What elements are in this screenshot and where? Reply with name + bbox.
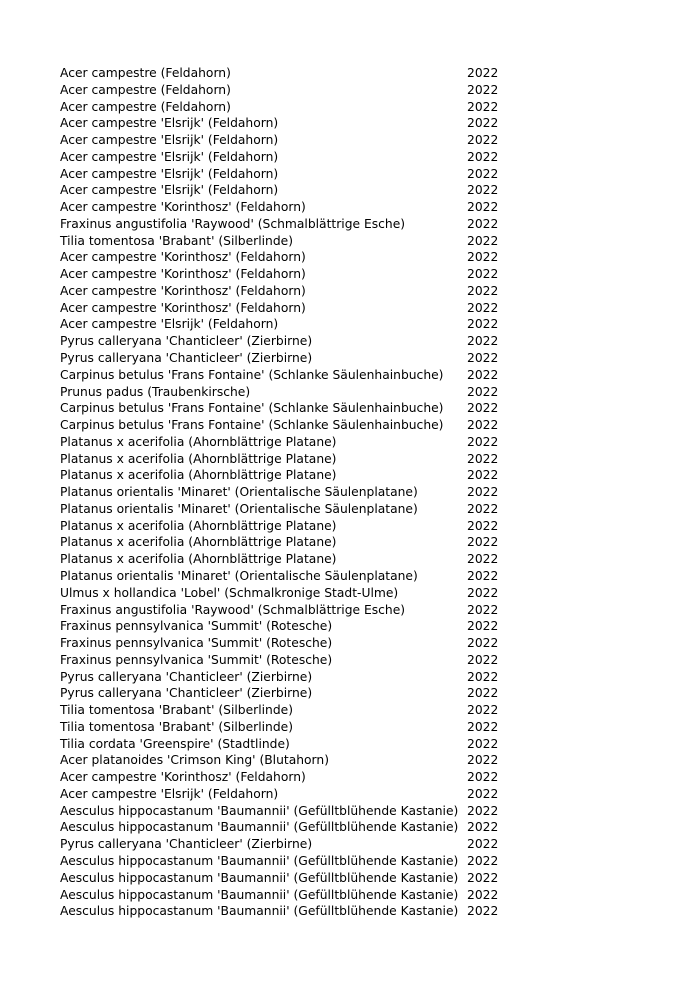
year: 2022 xyxy=(467,233,499,248)
year: 2022 xyxy=(467,300,499,315)
tree-name: Tilia tomentosa 'Brabant' (Silberlinde) xyxy=(60,703,294,718)
list-item xyxy=(60,853,520,870)
tree-name: Tilia tomentosa 'Brabant' (Silberlinde) xyxy=(60,719,294,734)
tree-name: Acer platanoides 'Crimson King' (Blutahorn) xyxy=(60,753,329,768)
list-item xyxy=(60,786,520,803)
year: 2022 xyxy=(467,133,499,148)
year: 2022 xyxy=(467,267,499,282)
year: 2022 xyxy=(467,853,499,868)
year: 2022 xyxy=(467,686,499,701)
list-item xyxy=(60,484,520,501)
tree-name: Carpinus betulus 'Frans Fontaine' (Schlanke Säulenhainbuche) xyxy=(60,401,444,416)
year: 2022 xyxy=(467,552,499,567)
list-item xyxy=(60,501,520,518)
list-item xyxy=(60,266,520,283)
year: 2022 xyxy=(467,468,499,483)
year: 2022 xyxy=(467,636,499,651)
list-item xyxy=(60,870,520,887)
list-item xyxy=(60,384,520,401)
year: 2022 xyxy=(467,99,499,114)
list-item xyxy=(60,534,520,551)
list-item xyxy=(60,300,520,317)
tree-name: Acer campestre 'Korinthosz' (Feldahorn) xyxy=(60,770,306,785)
list-item xyxy=(60,367,520,384)
tree-name: Acer campestre 'Korinthosz' (Feldahorn) xyxy=(60,250,306,265)
tree-name: Acer campestre (Feldahorn) xyxy=(60,99,231,114)
list-item xyxy=(60,769,520,786)
list-item xyxy=(60,887,520,904)
list-item xyxy=(60,903,520,920)
year: 2022 xyxy=(467,904,499,919)
list-item xyxy=(60,752,520,769)
list-item xyxy=(60,602,520,619)
year: 2022 xyxy=(467,401,499,416)
list-item xyxy=(60,417,520,434)
tree-name: Aesculus hippocastanum 'Baumannii' (Gefülltblühende Kastanie) xyxy=(60,803,459,818)
tree-name: Aesculus hippocastanum 'Baumannii' (Gefülltblühende Kastanie) xyxy=(60,853,459,868)
list-item xyxy=(60,736,520,753)
tree-name: Acer campestre 'Elsrijk' (Feldahorn) xyxy=(60,116,279,131)
list-item xyxy=(60,568,520,585)
tree-name: Platanus orientalis 'Minaret' (Orientalische Säulenplatane) xyxy=(60,501,418,516)
list-item xyxy=(60,836,520,853)
year: 2022 xyxy=(467,837,499,852)
list-item xyxy=(60,333,520,350)
year: 2022 xyxy=(467,351,499,366)
tree-name: Tilia cordata 'Greenspire' (Stadtlinde) xyxy=(60,736,290,751)
year: 2022 xyxy=(467,283,499,298)
tree-name: Tilia tomentosa 'Brabant' (Silberlinde) xyxy=(60,233,294,248)
list-item xyxy=(60,669,520,686)
year: 2022 xyxy=(467,250,499,265)
year: 2022 xyxy=(467,451,499,466)
year: 2022 xyxy=(467,602,499,617)
year: 2022 xyxy=(467,669,499,684)
year: 2022 xyxy=(467,183,499,198)
list-item xyxy=(60,434,520,451)
tree-name: Acer campestre 'Elsrijk' (Feldahorn) xyxy=(60,149,279,164)
year: 2022 xyxy=(467,652,499,667)
list-item xyxy=(60,551,520,568)
list-item xyxy=(60,233,520,250)
tree-name: Fraxinus pennsylvanica 'Summit' (Rotesche) xyxy=(60,636,333,651)
list-item xyxy=(60,182,520,199)
tree-name: Pyrus calleryana 'Chanticleer' (Zierbirne) xyxy=(60,669,313,684)
year: 2022 xyxy=(467,200,499,215)
tree-name: Platanus x acerifolia (Ahornblättrige Platane) xyxy=(60,518,337,533)
year: 2022 xyxy=(467,166,499,181)
tree-name: Carpinus betulus 'Frans Fontaine' (Schlanke Säulenhainbuche) xyxy=(60,418,444,433)
list-item xyxy=(60,216,520,233)
year: 2022 xyxy=(467,518,499,533)
tree-name: Acer campestre 'Elsrijk' (Feldahorn) xyxy=(60,786,279,801)
tree-name: Pyrus calleryana 'Chanticleer' (Zierbirne) xyxy=(60,334,313,349)
year: 2022 xyxy=(467,887,499,902)
tree-name: Aesculus hippocastanum 'Baumannii' (Gefülltblühende Kastanie) xyxy=(60,820,459,835)
tree-name: Acer campestre 'Korinthosz' (Feldahorn) xyxy=(60,267,306,282)
list-item xyxy=(60,652,520,669)
tree-name: Acer campestre 'Korinthosz' (Feldahorn) xyxy=(60,300,306,315)
list-item xyxy=(60,451,520,468)
year: 2022 xyxy=(467,703,499,718)
tree-name: Pyrus calleryana 'Chanticleer' (Zierbirne) xyxy=(60,837,313,852)
year: 2022 xyxy=(467,619,499,634)
list-item xyxy=(60,803,520,820)
year: 2022 xyxy=(467,367,499,382)
year: 2022 xyxy=(467,501,499,516)
tree-list xyxy=(60,65,520,920)
list-item xyxy=(60,82,520,99)
year: 2022 xyxy=(467,786,499,801)
tree-name: Acer campestre 'Elsrijk' (Feldahorn) xyxy=(60,133,279,148)
year: 2022 xyxy=(467,434,499,449)
list-item xyxy=(60,585,520,602)
year: 2022 xyxy=(467,770,499,785)
year: 2022 xyxy=(467,485,499,500)
year: 2022 xyxy=(467,568,499,583)
year: 2022 xyxy=(467,116,499,131)
tree-name: Fraxinus pennsylvanica 'Summit' (Rotesche) xyxy=(60,652,333,667)
year: 2022 xyxy=(467,719,499,734)
tree-name: Platanus x acerifolia (Ahornblättrige Platane) xyxy=(60,552,337,567)
year: 2022 xyxy=(467,535,499,550)
tree-name: Acer campestre 'Elsrijk' (Feldahorn) xyxy=(60,317,279,332)
tree-name: Platanus x acerifolia (Ahornblättrige Platane) xyxy=(60,451,337,466)
list-item xyxy=(60,702,520,719)
tree-name: Ulmus x hollandica 'Lobel' (Schmalkronige Stadt-Ulme) xyxy=(60,585,399,600)
year: 2022 xyxy=(467,803,499,818)
tree-name: Aesculus hippocastanum 'Baumannii' (Gefülltblühende Kastanie) xyxy=(60,870,459,885)
tree-name: Platanus orientalis 'Minaret' (Orientalische Säulenplatane) xyxy=(60,568,418,583)
tree-name: Aesculus hippocastanum 'Baumannii' (Gefülltblühende Kastanie) xyxy=(60,887,459,902)
tree-name: Acer campestre (Feldahorn) xyxy=(60,82,231,97)
year: 2022 xyxy=(467,384,499,399)
list-item xyxy=(60,618,520,635)
year: 2022 xyxy=(467,418,499,433)
list-item xyxy=(60,149,520,166)
year: 2022 xyxy=(467,736,499,751)
year: 2022 xyxy=(467,585,499,600)
tree-name: Platanus x acerifolia (Ahornblättrige Platane) xyxy=(60,535,337,550)
list-item xyxy=(60,283,520,300)
list-item xyxy=(60,819,520,836)
list-item xyxy=(60,249,520,266)
tree-name: Platanus x acerifolia (Ahornblättrige Platane) xyxy=(60,434,337,449)
year: 2022 xyxy=(467,317,499,332)
tree-name: Prunus padus (Traubenkirsche) xyxy=(60,384,251,399)
tree-name: Acer campestre 'Korinthosz' (Feldahorn) xyxy=(60,200,306,215)
tree-name: Fraxinus angustifolia 'Raywood' (Schmalblättrige Esche) xyxy=(60,602,406,617)
tree-name: Platanus x acerifolia (Ahornblättrige Platane) xyxy=(60,468,337,483)
year: 2022 xyxy=(467,334,499,349)
list-item xyxy=(60,65,520,82)
tree-name: Acer campestre 'Korinthosz' (Feldahorn) xyxy=(60,283,306,298)
year: 2022 xyxy=(467,216,499,231)
tree-name: Fraxinus pennsylvanica 'Summit' (Rotesche) xyxy=(60,619,333,634)
list-item xyxy=(60,199,520,216)
tree-name: Acer campestre 'Elsrijk' (Feldahorn) xyxy=(60,166,279,181)
tree-name: Pyrus calleryana 'Chanticleer' (Zierbirne) xyxy=(60,686,313,701)
list-item xyxy=(60,166,520,183)
list-item xyxy=(60,132,520,149)
tree-name: Fraxinus angustifolia 'Raywood' (Schmalblättrige Esche) xyxy=(60,216,406,231)
year: 2022 xyxy=(467,82,499,97)
list-item xyxy=(60,719,520,736)
year: 2022 xyxy=(467,149,499,164)
list-item xyxy=(60,115,520,132)
tree-name: Carpinus betulus 'Frans Fontaine' (Schlanke Säulenhainbuche) xyxy=(60,367,444,382)
tree-name: Platanus orientalis 'Minaret' (Orientalische Säulenplatane) xyxy=(60,485,418,500)
year: 2022 xyxy=(467,66,499,80)
list-item xyxy=(60,685,520,702)
list-item xyxy=(60,400,520,417)
list-item xyxy=(60,467,520,484)
tree-name: Acer campestre (Feldahorn) xyxy=(60,66,231,80)
tree-name: Acer campestre 'Elsrijk' (Feldahorn) xyxy=(60,183,279,198)
tree-name: Aesculus hippocastanum 'Baumannii' (Gefülltblühende Kastanie) xyxy=(60,904,459,919)
list-item xyxy=(60,316,520,333)
list-item xyxy=(60,350,520,367)
year: 2022 xyxy=(467,870,499,885)
list-item xyxy=(60,99,520,116)
list-item xyxy=(60,518,520,535)
tree-name: Pyrus calleryana 'Chanticleer' (Zierbirne) xyxy=(60,351,313,366)
year: 2022 xyxy=(467,820,499,835)
list-item xyxy=(60,635,520,652)
year: 2022 xyxy=(467,753,499,768)
